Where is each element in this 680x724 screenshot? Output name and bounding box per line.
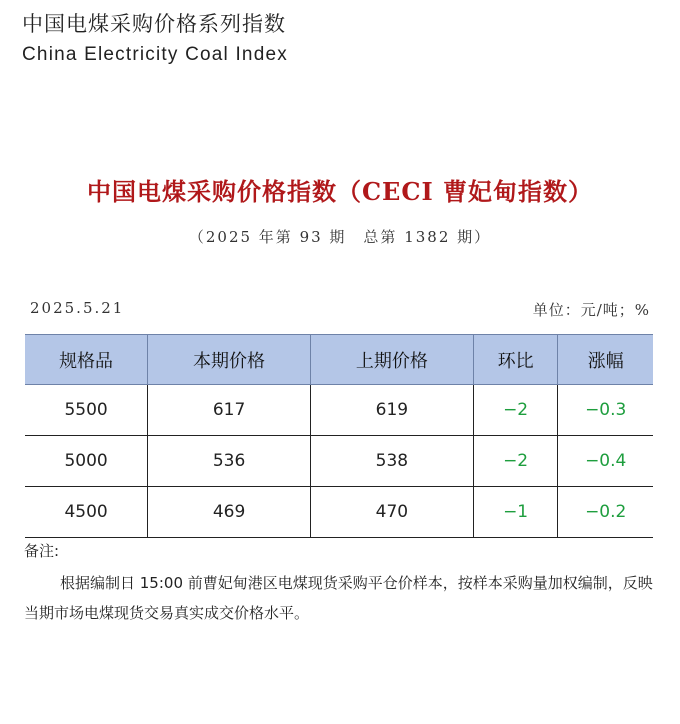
col-change-pct: 涨幅 [558,335,653,385]
col-previous-price: 上期价格 [310,335,473,385]
series-title-en: China Electricity Coal Index [22,44,288,65]
cell-current-price: 617 [148,385,311,436]
cell-previous-price: 538 [310,436,473,487]
col-current-price: 本期价格 [148,335,311,385]
cell-change-pct: −0.2 [558,487,653,538]
cell-spec: 4500 [25,487,148,538]
cell-change: −2 [473,385,558,436]
cell-change-pct: −0.4 [558,436,653,487]
table-row [25,487,653,538]
series-title-cn: 中国电煤采购价格系列指数 [22,12,286,36]
report-title: 中国电煤采购价格指数（CECI 曹妃甸指数） [86,177,594,206]
table-row [25,385,653,436]
cell-spec: 5500 [25,385,148,436]
cell-spec: 5000 [25,436,148,487]
cell-change-pct: −0.3 [558,385,653,436]
unit-label: 单位：元/吨；% [532,301,650,319]
issue-number: （2025 年第 93 期 总第 1382 期） [188,228,492,246]
table-header-row [25,335,653,385]
notes-text: 根据编制日 15:00 前曹妃甸港区电煤现货采购平仓价样本，按样本采购量加权编制，反映当期市场电煤现货交易真实成交价格水平。 [24,574,653,622]
cell-previous-price: 619 [310,385,473,436]
notes-label: 备注: [24,542,60,560]
cell-change: −2 [473,436,558,487]
cell-current-price: 536 [148,436,311,487]
table-row [25,436,653,487]
col-spec: 规格品 [25,335,148,385]
cell-change: −1 [473,487,558,538]
cell-current-price: 469 [148,487,311,538]
cell-previous-price: 470 [310,487,473,538]
report-date: 2025.5.21 [30,299,125,317]
col-change: 环比 [473,335,558,385]
price-table [25,334,653,538]
